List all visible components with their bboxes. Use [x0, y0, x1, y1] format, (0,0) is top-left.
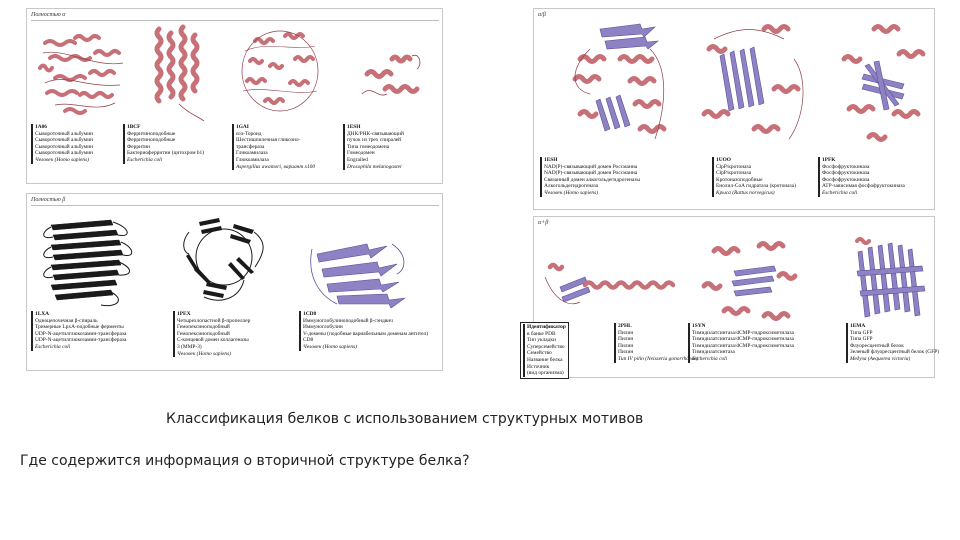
legend-2PHL: 2PHL Пилин Пилин Пилин Пилин Тип IV pilin (Neisseria gonorrhoeae) — [614, 323, 698, 363]
legend-1PEX: 1PEX Четырехлопастной β-пропеллер Гемопексиноподобный Гемопексиноподобный С-концевой домен коллагеназы 3 (MMP-3) Человек (Homo sapiens) — [173, 311, 250, 357]
legend-1PFK: 1PFK Фосфофруктокиназа Фосфофруктокиназа Фосфофруктокиназа ATP-зависимая фосфофруктокиназа Escherichia coli — [818, 157, 905, 197]
gfp-barrel-structure-image — [852, 231, 932, 331]
pfk-structure-image — [834, 19, 934, 154]
pilin-structure-image — [540, 247, 690, 317]
ferritin-structure-image — [149, 19, 209, 124]
beta-helix-structure-image — [41, 210, 141, 310]
legend-key: Идентификатор в банке PDB Тип укладки Суперсемейство Семейство Название белка Источник (вид организма) — [520, 322, 569, 379]
glucoamylase-structure-image — [235, 21, 325, 121]
panel-label-alpha: Полностью α — [31, 12, 66, 18]
panel-all-beta — [26, 193, 443, 371]
legend-1GAI: 1GAI α/α-Тороид Шестишпилечная гликозил- трансфераза Гликоамилаза Глюкоамилаза Aspergillus awamori, вариант x100 — [232, 124, 315, 170]
legend-1ESH-alpha: 1ESH ДНК/РНК-связывающий пучок из трех спиралей Типа гомеодомена Гомеодомен Engrailed Drosophila melanogaster — [343, 124, 404, 170]
panel-all-alpha — [26, 8, 443, 184]
ig-sandwich-structure-image — [307, 234, 417, 314]
figure-caption: Классификация белков с использованием структурных мотивов — [166, 411, 644, 427]
panel-label-beta: Полностью β — [31, 197, 66, 203]
legend-1UOO: 1UOO ClpP/кротоназа ClpP/кротоназа Кротоназоподобные Енолил-CoA гидратаза (кротоназа) Крыса (Rattus norvegicus) — [712, 157, 796, 197]
separator — [31, 205, 439, 206]
legend-1EMA: 1EMA Типа GFP Типа GFP Флуоресцентный белок Зеленый флуоресцентный белок (GFP) Медуза (Aequorea victoria) — [846, 323, 939, 363]
slide-question: Где содержится информация о вторичной структуре белка? — [20, 453, 470, 469]
legend-1A06: 1A06 Сывороточный альбумин Сывороточный альбумин Сывороточный альбумин Сывороточный альбумин Человек (Homo sapiens) — [31, 124, 93, 164]
legend-1ESH-alphabeta: 1ESH NAD(P)-связывающий домен Россманна NAD(P)-связывающий домен Россманна Связанный домен алкогольдегидрогеназы Алкогольдегидрогеназа Человек (Homo sapiens) — [540, 157, 640, 197]
panel-label-alpha-plus-beta: α+β — [538, 220, 549, 226]
albumin-structure-image — [35, 23, 135, 123]
homeodomain-structure-image — [357, 44, 427, 114]
thymidylate-synthase-structure-image — [694, 231, 814, 331]
panel-alpha-plus-beta — [527, 216, 939, 378]
beta-propeller-structure-image — [179, 212, 269, 307]
panel-label-alpha-beta: α/β — [538, 12, 546, 18]
rossmann-structure-image — [560, 19, 680, 154]
legend-1CD8: 1CD8 Иммуноглобулиноподобный β-сэндвич Иммуноглобулин V-домены (подобные вариабельным доменам антител) CD8 Человек (Homo sapiens) — [299, 311, 428, 351]
legend-1SYN: 1SYN Тимидилатсинтаза/dCMP-гидроксиметилаза Тимидилатсинтаза/dCMP-гидроксиметилаза Тимидилатсинтаза/dCMP-гидроксиметилаза Тимидилатсинтаза Escherichia coli — [688, 323, 794, 363]
legend-1BCF: 1BCF Ферритиноподобные Ферритиноподобные Ферритин Бактериоферритин (цитохром b1) Escherichia coli — [123, 124, 204, 164]
crotonase-structure-image — [694, 19, 814, 154]
legend-1LXA: 1LXA Одноцепочечная β-спираль Тримерные LpxA-подобные ферменты UDP-N-ацетилглюкозамин-трансфераза UDP-N-ацетилглюкозамин-трансфераза Escherichia coli — [31, 311, 126, 351]
panel-alpha-slash-beta — [533, 8, 935, 210]
